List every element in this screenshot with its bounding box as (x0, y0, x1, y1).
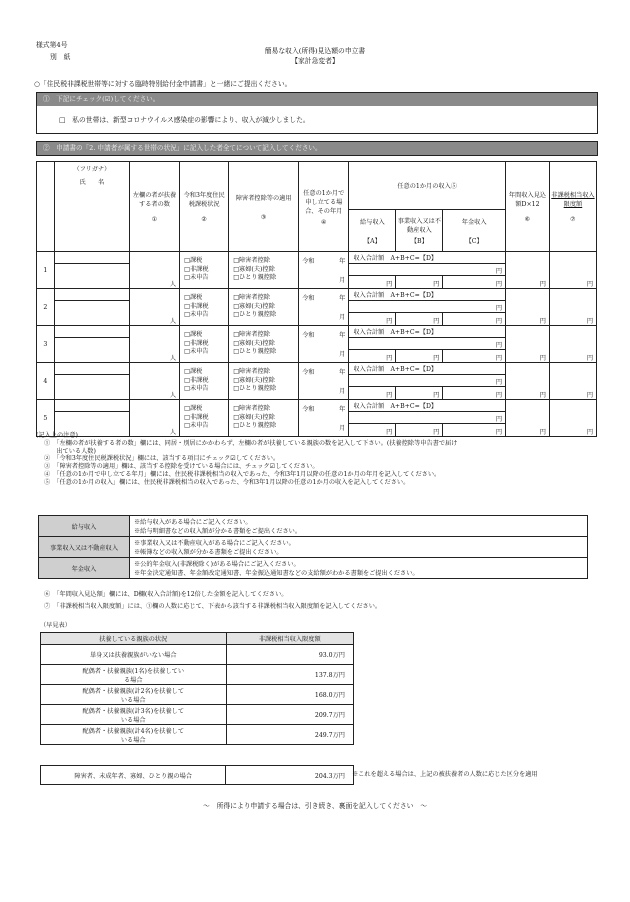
yen-unit: 円 (586, 392, 593, 399)
year-label: 年 (339, 258, 346, 265)
deduction-checkbox[interactable]: □障害者控除 (233, 257, 270, 265)
limit-field[interactable] (549, 326, 596, 363)
year-label: 年 (339, 295, 346, 302)
quick-amount: 168.0万円 (226, 685, 353, 705)
col-num-7: ⑦ (570, 216, 576, 223)
income-decrease-statement[interactable]: □ 私の世帯は、新型コロナウイルス感染症の影響により、収入が減少しました。 (59, 116, 310, 124)
furigana-field[interactable] (54, 363, 129, 375)
page-subtitle: 【家計急変者】 (291, 57, 339, 65)
limit-field[interactable] (549, 289, 596, 326)
business-field[interactable] (396, 313, 443, 326)
notes-section (36, 432, 601, 486)
quick-status: 単身又は扶養親族がいない場合 (41, 645, 227, 665)
yen-unit: 円 (495, 392, 503, 399)
dependents-field[interactable] (129, 326, 179, 363)
special-amount: 204.3万円 (226, 766, 354, 785)
row-number: 3 (37, 326, 55, 363)
quick-row (41, 685, 354, 705)
name-header: 氏 名 (79, 179, 105, 186)
deduction-options (229, 400, 299, 437)
annual-field[interactable] (506, 252, 550, 289)
special-limit-table (40, 765, 354, 785)
month-label: 月 (339, 314, 346, 321)
yen-unit: 円 (433, 318, 440, 325)
tax-checkbox[interactable]: □課税 (184, 294, 203, 302)
row-number: 5 (37, 400, 55, 437)
note-item: 出ている人数) (44, 447, 96, 455)
quick-status: 配偶者・扶養親族(計2名)を扶養している場合 (41, 685, 227, 705)
pension-field[interactable] (443, 387, 506, 400)
salary-field[interactable] (349, 350, 396, 363)
row-number: 4 (37, 363, 55, 400)
deduction-options (229, 252, 299, 289)
dependents-header: 左欄の者が扶養する者の数 (132, 192, 177, 208)
household-income-table (36, 161, 597, 437)
col-num-4: ④ (320, 218, 327, 226)
furigana-field[interactable] (54, 289, 129, 301)
salary-field[interactable] (349, 387, 396, 400)
annual-field[interactable] (506, 326, 550, 363)
quick-status: 配偶者・扶養親族(計4名)を扶養している場合 (41, 725, 227, 745)
annual-field[interactable] (506, 289, 550, 326)
salary-header: 給与収入 (359, 218, 385, 226)
pension-field[interactable] (443, 313, 506, 326)
limit-field[interactable] (549, 400, 596, 437)
household-row (37, 400, 597, 412)
quick-amount: 93.0万円 (226, 645, 353, 665)
quick-row (41, 645, 354, 665)
special-note: ※これを超える場合は、上記の被扶養者の人数に応じた区分を適用 (352, 771, 538, 778)
month-label: 月 (339, 425, 346, 432)
income-type-label: 給与収入 (39, 516, 130, 537)
month-label: 月 (339, 388, 346, 395)
yen-unit: 円 (539, 392, 546, 399)
total-formula: 収入合計額 A+B+C=【D】 (349, 326, 506, 338)
furigana-field[interactable] (54, 326, 129, 338)
yen-unit: 円 (539, 281, 546, 288)
tax-status-options (180, 289, 229, 326)
household-row (37, 326, 597, 338)
pension-field[interactable] (443, 350, 506, 363)
income-type-label: 年金収入 (39, 558, 130, 579)
total-field[interactable] (349, 412, 506, 424)
section-2-header: ② 申請書の「2. 申請者が属する世帯の状況」に記入した者全てについて記入してください。 (37, 142, 597, 155)
month-field[interactable] (299, 289, 349, 326)
tax-checkbox[interactable]: □非課税 (184, 265, 209, 273)
col-num-3: ③ (260, 213, 267, 221)
special-status: 障害者、未成年者、寡婦、ひとり親の場合 (41, 766, 226, 785)
deduction-checkbox[interactable]: □寡婦(夫)控除 (233, 376, 275, 384)
yen-unit: 円 (495, 342, 503, 349)
limit-field[interactable] (549, 363, 596, 400)
note-item: ⑦ 「非課税相当収入限度額」には、①欄の人数に応じて、下表から該当する非課税相当収入限度額を記入してください。 (44, 602, 382, 610)
deduction-header: 障害者控除等の適用 (235, 194, 292, 202)
person-unit: 人 (169, 281, 177, 288)
income-type-row (39, 516, 588, 537)
yen-unit: 円 (433, 281, 440, 288)
income-type-note: ※給与明細書などの収入額が分かる書類をご提出ください。 (134, 528, 302, 535)
yen-unit: 円 (495, 379, 503, 386)
tax-checkbox[interactable]: □非課税 (184, 413, 209, 421)
total-formula: 収入合計額 A+B+C=【D】 (349, 289, 506, 301)
month-field[interactable] (299, 363, 349, 400)
intro-text: ○「住民税非課税世帯等に対する臨時特別給付金申請書」と一緒にご提出ください。 (34, 80, 292, 88)
total-formula: 収入合計額 A+B+C=【D】 (349, 363, 506, 375)
form-number: 様式第4号 (36, 41, 68, 49)
quick-status: 配偶者・扶養親族(1名)を扶養している場合 (41, 665, 227, 685)
yen-unit: 円 (495, 281, 503, 288)
reiwa-label: 令和 (302, 295, 315, 302)
tax-checkbox[interactable]: □課税 (184, 368, 203, 376)
dependents-field[interactable] (129, 289, 179, 326)
annual-field[interactable] (506, 363, 550, 400)
note-item: ⑤ 「任意の1か月の収入」欄には、住民税非課税相当の収入であった、令和3年1月以降の任意の1か月の収入を記入してください。 (44, 478, 410, 486)
month-field[interactable] (299, 252, 349, 289)
yen-unit: 円 (433, 429, 440, 436)
month-label: 月 (339, 351, 346, 358)
business-field[interactable] (396, 350, 443, 363)
tax-checkbox[interactable]: □未申告 (184, 274, 209, 282)
col-num-2: ② (201, 216, 207, 223)
quick-row (41, 725, 354, 745)
household-row (37, 289, 597, 301)
income-type-note: ※年金決定通知書、年金額改定通知書、年金振込通知書などの支給額がわかる書類をご提出ください。 (134, 570, 419, 577)
yen-unit: 円 (539, 429, 546, 436)
name-field[interactable] (54, 375, 129, 400)
total-field[interactable] (349, 264, 506, 276)
business-field[interactable] (396, 387, 443, 400)
notes-heading: (記入上の注意) (36, 432, 78, 439)
dependents-field[interactable] (129, 363, 179, 400)
income-type-row (39, 558, 588, 579)
quick-table-caption: （早見表） (40, 622, 71, 629)
quick-amount: 249.7万円 (226, 725, 353, 745)
yen-unit: 円 (386, 281, 393, 288)
furigana-field[interactable] (54, 400, 129, 412)
month-label: 月 (339, 277, 346, 284)
deduction-checkbox[interactable]: □障害者控除 (233, 405, 270, 413)
note-item: ⑥ 「年間収入見込額」欄には、D欄(収入合計額)を12倍した金額を記入してください。 (44, 591, 288, 598)
income-type-note: ※公的年金収入(非課税除く)がある場合にご記入ください。 (134, 561, 300, 568)
business-field[interactable] (396, 276, 443, 289)
section-2 (36, 141, 598, 156)
person-unit: 人 (169, 392, 177, 399)
deduction-checkbox[interactable]: □ひとり親控除 (233, 311, 277, 319)
tax-status-options (180, 252, 229, 289)
tax-checkbox[interactable]: □非課税 (184, 376, 209, 384)
pension-header: 年金収入 (461, 218, 487, 226)
person-unit: 人 (169, 355, 177, 362)
label-c: 【C】 (465, 237, 483, 245)
yen-unit: 円 (495, 305, 503, 312)
deduction-checkbox[interactable]: □ひとり親控除 (233, 422, 277, 430)
yen-unit: 円 (539, 318, 546, 325)
income-type-note: ※帳簿などの収入額が分かる書類をご提出ください。 (134, 549, 283, 556)
household-row (37, 363, 597, 375)
footer-text: ～ 所得により申請する場合は、引き続き、裏面を記入してください ～ (202, 802, 428, 810)
pension-field[interactable] (443, 276, 506, 289)
name-field[interactable] (54, 338, 129, 363)
household-row (37, 252, 597, 264)
tax-checkbox[interactable]: □未申告 (184, 348, 209, 356)
person-unit: 人 (169, 429, 177, 436)
deduction-checkbox[interactable]: □障害者控除 (233, 331, 270, 339)
tax-checkbox[interactable]: □未申告 (184, 385, 209, 393)
note-item: ② 「令和3年度住民税課税状況」欄には、該当する項目にチェック☑してください。 (44, 455, 280, 463)
total-field[interactable] (349, 338, 506, 350)
income-type-note: ※事業収入又は不動産収入がある場合にご記入ください。 (134, 540, 295, 547)
deduction-checkbox[interactable]: □障害者控除 (233, 294, 270, 302)
deduction-options (229, 326, 299, 363)
col-num-6: ⑥ (524, 216, 531, 223)
reiwa-label: 令和 (302, 332, 315, 339)
quick-row (41, 665, 354, 685)
total-field[interactable] (349, 375, 506, 387)
row-number: 1 (37, 252, 55, 289)
yen-unit: 円 (386, 392, 393, 399)
deduction-checkbox[interactable]: □ひとり親控除 (233, 274, 277, 282)
limit-field[interactable] (549, 252, 596, 289)
tax-checkbox[interactable]: □未申告 (184, 311, 209, 319)
col-num-1: ① (151, 216, 158, 223)
yen-unit: 円 (586, 429, 593, 436)
yen-unit: 円 (586, 318, 593, 325)
salary-field[interactable] (349, 276, 396, 289)
deduction-checkbox[interactable]: □障害者控除 (233, 368, 270, 376)
income-types-table (38, 515, 588, 579)
month-header: 任意の1か月で申し立てる場合、その年月 (303, 189, 345, 215)
yen-unit: 円 (386, 318, 393, 325)
limit-quick-table (40, 632, 354, 745)
dependents-field[interactable] (129, 400, 179, 437)
yen-unit: 円 (495, 318, 503, 325)
attachment-label: 別 紙 (50, 53, 71, 61)
tax-status-options (180, 400, 229, 437)
furigana-header: （フリガナ） (73, 166, 111, 173)
deduction-options (229, 363, 299, 400)
tax-status-options (180, 326, 229, 363)
notes-6-7 (44, 591, 381, 611)
reiwa-label: 令和 (302, 369, 315, 376)
income-type-note: ※給与収入がある場合にご記入ください。 (134, 519, 252, 526)
note-item: ① 「左欄の者が扶養する者の数」欄には、同居・別居にかかわらず、左欄の者が扶養している親族の数を記入して下さい。(扶養控除等申告書で届け (44, 439, 458, 447)
deduction-checkbox[interactable]: □ひとり親控除 (233, 385, 277, 393)
deduction-checkbox[interactable]: □寡婦(夫)控除 (233, 413, 275, 421)
deduction-options (229, 289, 299, 326)
tax-checkbox[interactable]: □課税 (184, 331, 203, 339)
tax-status-options (180, 363, 229, 400)
label-a: 【A】 (363, 237, 381, 245)
year-label: 年 (339, 369, 346, 376)
yen-unit: 円 (495, 268, 503, 275)
tax-status-header: 令和3年度住民税課税状況 (183, 192, 225, 208)
yen-unit: 円 (495, 416, 503, 423)
year-label: 年 (339, 406, 346, 413)
yen-unit: 円 (433, 392, 440, 399)
reiwa-label: 令和 (302, 258, 315, 265)
quick-status: 配偶者・扶養親族(計3名)を扶養している場合 (41, 705, 227, 725)
name-field[interactable] (54, 264, 129, 289)
total-formula: 収入合計額 A+B+C=【D】 (349, 252, 506, 264)
section-1-header: ① 下記にチェック(☑)してください。 (37, 93, 597, 106)
income-type-row (39, 537, 588, 558)
name-field[interactable] (54, 301, 129, 326)
tax-checkbox[interactable]: □課税 (184, 405, 203, 413)
yen-unit: 円 (386, 429, 393, 436)
yen-unit: 円 (586, 281, 593, 288)
note-item: ④ 「任意の1か月で申し立てる年月」欄には、住民税非課税相当の収入であった、令和3年1月以降の任意の1か月の年月を記入してください。 (44, 470, 441, 478)
quick-col-amount: 非課税相当収入限度額 (226, 633, 353, 645)
total-formula: 収入合計額 A+B+C=【D】 (349, 400, 506, 412)
yen-unit: 円 (495, 429, 503, 436)
quick-row (41, 705, 354, 725)
tax-checkbox[interactable]: □課税 (184, 257, 203, 265)
quick-col-status: 扶養している親族の状況 (41, 633, 227, 645)
furigana-field[interactable] (54, 252, 129, 264)
month-field[interactable] (299, 400, 349, 437)
dependents-field[interactable] (129, 252, 179, 289)
quick-amount: 137.8万円 (226, 665, 353, 685)
year-label: 年 (339, 332, 346, 339)
deduction-checkbox[interactable]: □寡婦(夫)控除 (233, 265, 275, 273)
total-field[interactable] (349, 301, 506, 313)
person-unit: 人 (169, 318, 177, 325)
row-number: 2 (37, 289, 55, 326)
annual-header: 年間収入見込額D×12 (508, 192, 547, 208)
reiwa-label: 令和 (302, 406, 315, 413)
yen-unit: 円 (433, 355, 440, 362)
month-field[interactable] (299, 326, 349, 363)
yen-unit: 円 (386, 355, 393, 362)
tax-checkbox[interactable]: □非課税 (184, 302, 209, 310)
section-1 (36, 92, 598, 134)
income-type-label: 事業収入又は不動産収入 (39, 537, 130, 558)
business-header: 事業収入又は不動産収入 (397, 218, 441, 234)
limit-header: 非課税相当収入限度額 (551, 192, 595, 208)
deduction-checkbox[interactable]: □ひとり親控除 (233, 348, 277, 356)
note-item: ③ 「障害者控除等の適用」欄は、該当する控除を受けている場合には、チェック☑してください。 (44, 463, 319, 470)
deduction-checkbox[interactable]: □寡婦(夫)控除 (233, 302, 275, 310)
tax-checkbox[interactable]: □非課税 (184, 339, 209, 347)
yen-unit: 円 (495, 355, 503, 362)
yen-unit: 円 (586, 355, 593, 362)
income-group-header: 任意の1か月の収入⑤ (349, 162, 506, 210)
tax-checkbox[interactable]: □未申告 (184, 422, 209, 430)
deduction-checkbox[interactable]: □寡婦(夫)控除 (233, 339, 275, 347)
yen-unit: 円 (539, 355, 546, 362)
salary-field[interactable] (349, 313, 396, 326)
page-title: 簡易な収入(所得)見込額の申立書 (264, 47, 366, 55)
quick-amount: 209.7万円 (226, 705, 353, 725)
label-b: 【B】 (410, 238, 428, 245)
annual-field[interactable] (506, 400, 550, 437)
